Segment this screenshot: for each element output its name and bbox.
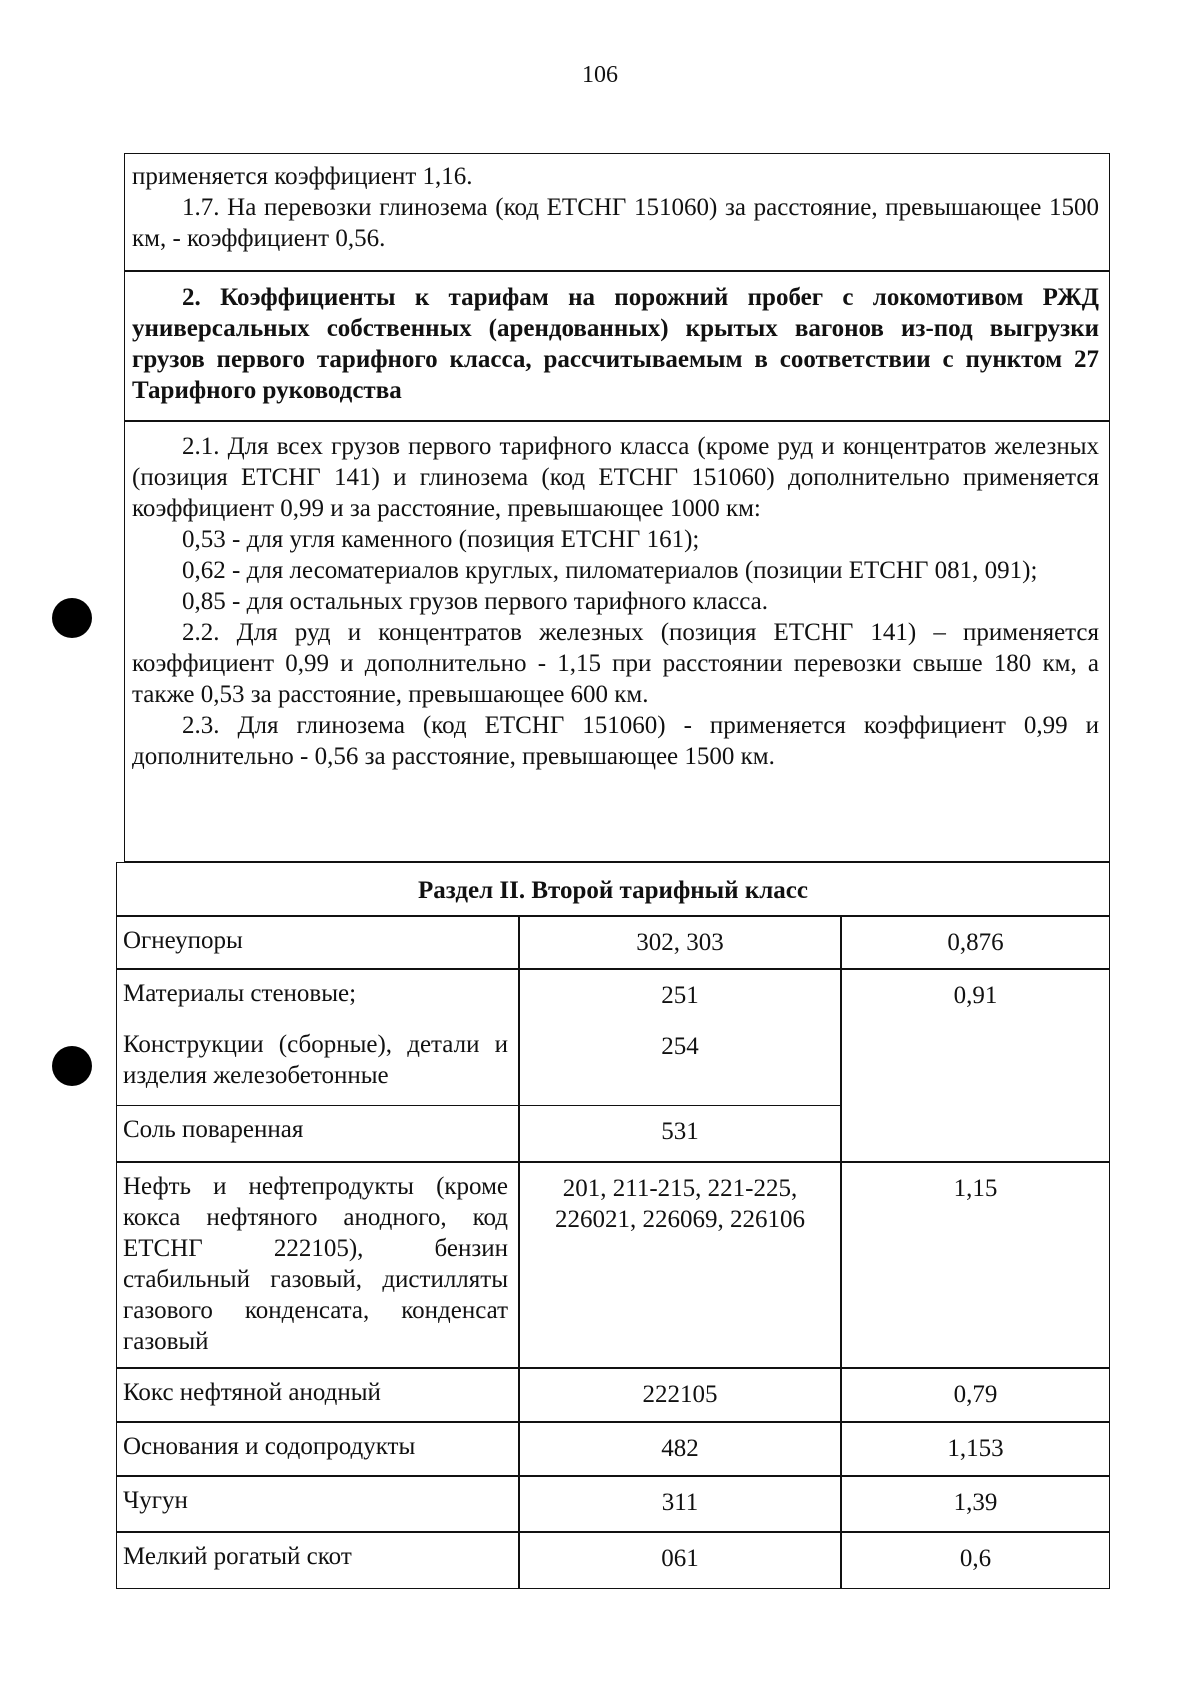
tariff-table — [116, 862, 1110, 1589]
table-row-name-group — [116, 969, 519, 1106]
table-row-coef: 0,79 — [841, 1368, 1110, 1422]
table-row-coef: 1,39 — [841, 1476, 1110, 1532]
paragraph-2-1: 2.1. Для всех грузов первого тарифного класса (кроме руд и концентратов железных (позиция ЕТСНГ 141) и глинозема (код ЕТСНГ 151060) дополнительно применяется коэффициент 0,99 и за расстояние, превышающее 1000 км: — [132, 433, 1099, 522]
paragraph-2-2: 2.2. Для руд и концентратов железных (позиция ЕТСНГ 141) – применяется коэффициент 0,99 и дополнительно - 1,15 при расстоянии перевозки свыше 180 км, а также 0,53 за расстояние, превышающее 600 км. — [132, 619, 1099, 708]
table-row-code: 482 — [519, 1422, 841, 1476]
table-row-coef: 0,876 — [841, 916, 1110, 969]
table-row-code: 531 — [519, 1105, 841, 1162]
hole-punch-mark — [52, 598, 92, 638]
table-row-coef: 1,15 — [841, 1162, 1110, 1368]
table-row-name: Материалы стеновые; — [123, 980, 357, 1007]
section-title: Раздел II. Второй тарифный класс — [116, 862, 1110, 916]
hole-punch-mark — [52, 1046, 92, 1086]
table-row-name: Кокс нефтяной анодный — [116, 1368, 519, 1422]
table-row-coef: 0,91 — [841, 969, 1110, 1162]
table-row-code: 251 — [661, 982, 699, 1009]
table-row-name: Нефть и нефтепродукты (кроме кокса нефтяного анодного, код ЕТСНГ 222105), бензин стабильный газовый, дистилляты газового конденсата, конденсат газовый — [116, 1162, 519, 1368]
paragraph-coal: 0,53 - для угля каменного (позиция ЕТСНГ 161); — [182, 526, 700, 553]
paragraph-2-3: 2.3. Для глинозема (код ЕТСНГ 151060) - применяется коэффициент 0,99 и дополнительно - 0,56 за расстояние, превышающее 1500 км. — [132, 712, 1099, 770]
section-2-heading: 2. Коэффициенты к тарифам на порожний пробег с локомотивом РЖД универсальных собственных (арендованных) крытых вагонов из-под выгрузки грузов первого тарифного класса, рассчитываемым в соответствии с пунктом 27 Тарифного руководства — [132, 284, 1099, 404]
table-row-name: Мелкий рогатый скот — [116, 1532, 519, 1589]
table-row-code: 254 — [661, 1033, 699, 1060]
table-row-code: 222105 — [519, 1368, 841, 1422]
table-row-name: Чугун — [116, 1476, 519, 1532]
table-row-name: Огнеупоры — [116, 916, 519, 969]
table-row-code: 311 — [519, 1476, 841, 1532]
section-2-body — [124, 421, 1110, 862]
table-row-coef: 0,6 — [841, 1532, 1110, 1589]
table-row-code: 302, 303 — [519, 916, 841, 969]
paragraph-1-7: 1.7. На перевозки глинозема (код ЕТСНГ 151060) за расстояние, превышающее 1500 км, - коэффициент 0,56. — [132, 194, 1099, 252]
table-row-code: 061 — [519, 1532, 841, 1589]
table-row-code: 201, 211-215, 221-225, 226021, 226069, 226106 — [519, 1162, 841, 1368]
table-row-code-group — [519, 969, 841, 1106]
continuation-line: применяется коэффициент 1,16. — [132, 163, 473, 190]
text-block-1 — [124, 153, 1110, 271]
page-number: 106 — [582, 62, 618, 88]
section-2-heading-block — [124, 271, 1110, 421]
paragraph-timber: 0,62 - для лесоматериалов круглых, пиломатериалов (позиции ЕТСНГ 081, 091); — [182, 557, 1038, 584]
table-row-name: Основания и содопродукты — [116, 1422, 519, 1476]
table-row-name: Конструкции (сборные), детали и изделия железобетонные — [123, 1031, 508, 1089]
paragraph-other: 0,85 - для остальных грузов первого тарифного класса. — [182, 588, 769, 615]
table-row-coef: 1,153 — [841, 1422, 1110, 1476]
table-row-name: Соль поваренная — [116, 1105, 519, 1162]
